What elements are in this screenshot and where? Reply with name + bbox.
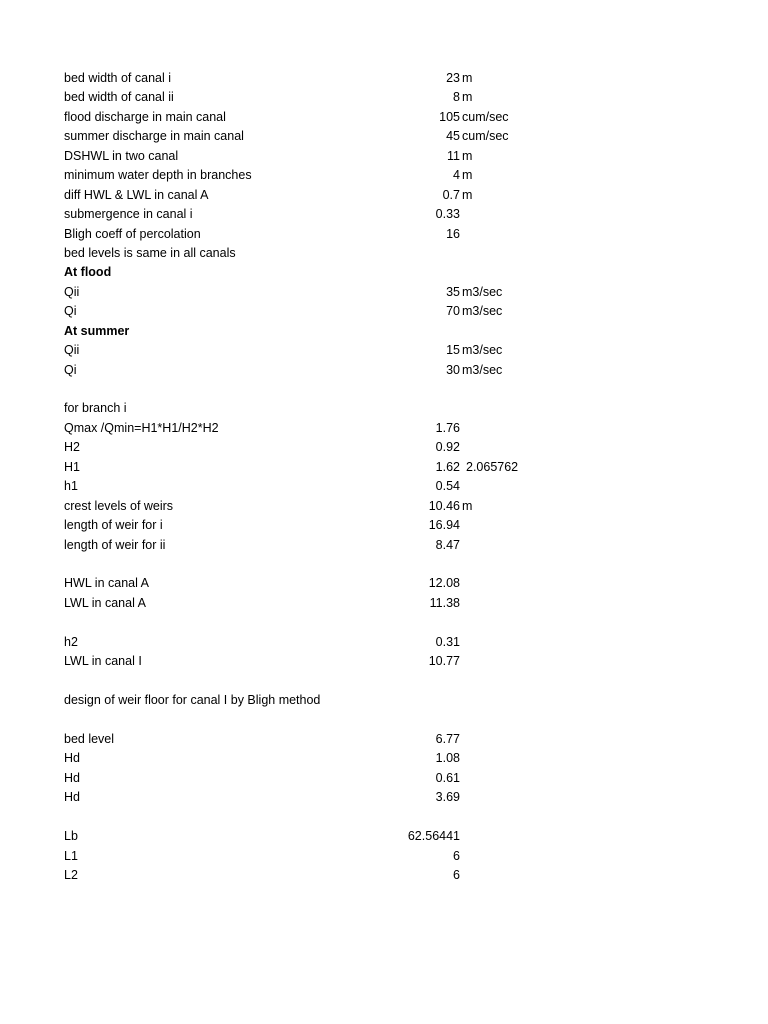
sheet-row [0,419,768,438]
row-label: LWL in canal A [64,595,146,610]
row-value: 70 [446,304,460,319]
row-value: 11 [447,148,460,163]
row-value: 6 [453,848,460,863]
row-label: DSHWL in two canal [64,148,179,163]
sheet-row [0,730,768,749]
row-unit: m3/sec [462,362,503,377]
row-value: 0.92 [435,440,460,455]
sheet-row [0,244,768,263]
row-value: 0.31 [435,634,460,649]
row-label: length of weir for i [64,518,163,533]
row-value: 6 [453,867,460,882]
row-value: 62.56441 [407,829,460,844]
row-unit: m [462,168,473,183]
sheet-row [0,497,768,516]
row-extra-value: 2.065762 [466,459,519,474]
row-label: h2 [64,634,78,649]
row-value: 1.08 [435,751,460,766]
row-label: minimum water depth in branches [64,168,252,183]
sheet-row [0,127,768,146]
sheet-row [0,477,768,496]
row-unit: m3/sec [462,343,503,358]
row-label: submergence in canal i [64,207,193,222]
sheet-row [0,633,768,652]
sheet-row [0,847,768,866]
row-value: 0.33 [435,207,460,222]
row-value: 23 [446,71,460,85]
row-value: 16.94 [428,518,460,533]
row-value: 0.61 [435,770,460,785]
row-value: 30 [446,362,460,377]
row-label: bed width of canal ii [64,90,174,105]
row-label: Hd [64,751,80,766]
row-value: 0.54 [435,479,460,494]
row-label: bed width of canal i [64,71,172,85]
sheet-row [0,555,768,574]
row-label: L2 [64,867,78,882]
row-label: At summer [64,323,130,338]
sheet-row [0,322,768,341]
sheet-row [0,691,768,710]
row-value: 6.77 [435,731,460,746]
row-label: HWL in canal A [64,576,149,591]
row-value: 35 [446,284,460,299]
row-label: Hd [64,790,80,805]
row-label: design of weir floor for canal I by Bligh method [64,693,321,707]
sheet-row [0,458,768,477]
sheet-row [0,205,768,224]
sheet-row [0,69,768,88]
sheet-row [0,399,768,418]
sheet-row [0,380,768,399]
row-value: 1.76 [435,420,460,435]
row-label: Qmax /Qmin=H1*H1/H2*H2 [64,420,219,435]
sheet-row [0,283,768,302]
sheet-row [0,769,768,788]
sheet-row [0,341,768,360]
row-label: length of weir for ii [64,537,166,552]
spreadsheet-sheet [0,69,768,885]
sheet-row [0,827,768,846]
row-value: 11.38 [429,595,460,610]
sheet-row [0,186,768,205]
row-unit: m [462,90,473,105]
row-unit: m [462,148,473,163]
row-unit: m3/sec [462,304,503,319]
sheet-row [0,652,768,671]
sheet-row [0,438,768,457]
sheet-row [0,516,768,535]
row-label: Qi [64,304,77,319]
sheet-row [0,361,768,380]
sheet-row [0,108,768,127]
row-label: Qi [64,362,77,377]
row-label: H1 [64,459,80,474]
row-unit: m [462,187,473,202]
sheet-row [0,594,768,613]
row-label: L1 [64,848,78,863]
row-value: 4 [453,168,460,183]
row-value: 0.7 [442,187,460,202]
row-label: bed levels is same in all canals [64,245,236,260]
row-value: 1.62 [435,459,460,474]
row-label: h1 [64,479,78,494]
row-value: 3.69 [435,790,460,805]
row-value: 45 [446,129,460,144]
row-unit: m3/sec [462,284,503,299]
sheet-row [0,672,768,691]
row-label: LWL in canal I [64,654,142,669]
sheet-row [0,808,768,827]
sheet-row [0,866,768,885]
row-label: for branch i [64,401,127,416]
sheet-row [0,302,768,321]
row-unit: cum/sec [462,109,509,124]
row-label: Qii [64,284,80,299]
row-unit: m [462,71,473,85]
sheet-row [0,88,768,107]
sheet-row [0,225,768,244]
row-label: H2 [64,440,80,455]
sheet-row [0,536,768,555]
row-label: summer discharge in main canal [64,129,244,144]
row-label: Lb [64,829,78,844]
row-value: 105 [439,109,460,124]
sheet-row [0,166,768,185]
row-label: Qii [64,343,80,358]
sheet-row [0,147,768,166]
row-value: 10.77 [428,654,460,669]
sheet-row [0,613,768,632]
row-label: flood discharge in main canal [64,109,226,124]
row-value: 16 [446,226,460,241]
row-value: 15 [446,343,460,358]
row-label: crest levels of weirs [64,498,174,513]
row-label: Bligh coeff of percolation [64,226,201,241]
row-value: 10.46 [428,498,460,513]
sheet-row [0,574,768,593]
row-label: bed level [64,731,115,746]
row-label: Hd [64,770,80,785]
row-unit: m [462,498,473,513]
sheet-row [0,710,768,729]
sheet-row [0,749,768,768]
sheet-row [0,788,768,807]
row-label: diff HWL & LWL in canal A [64,187,209,202]
row-label: At flood [64,265,112,280]
row-value: 8.47 [435,537,460,552]
row-value: 8 [453,90,460,105]
sheet-row [0,263,768,282]
row-value: 12.08 [428,576,460,591]
row-unit: cum/sec [462,129,509,144]
